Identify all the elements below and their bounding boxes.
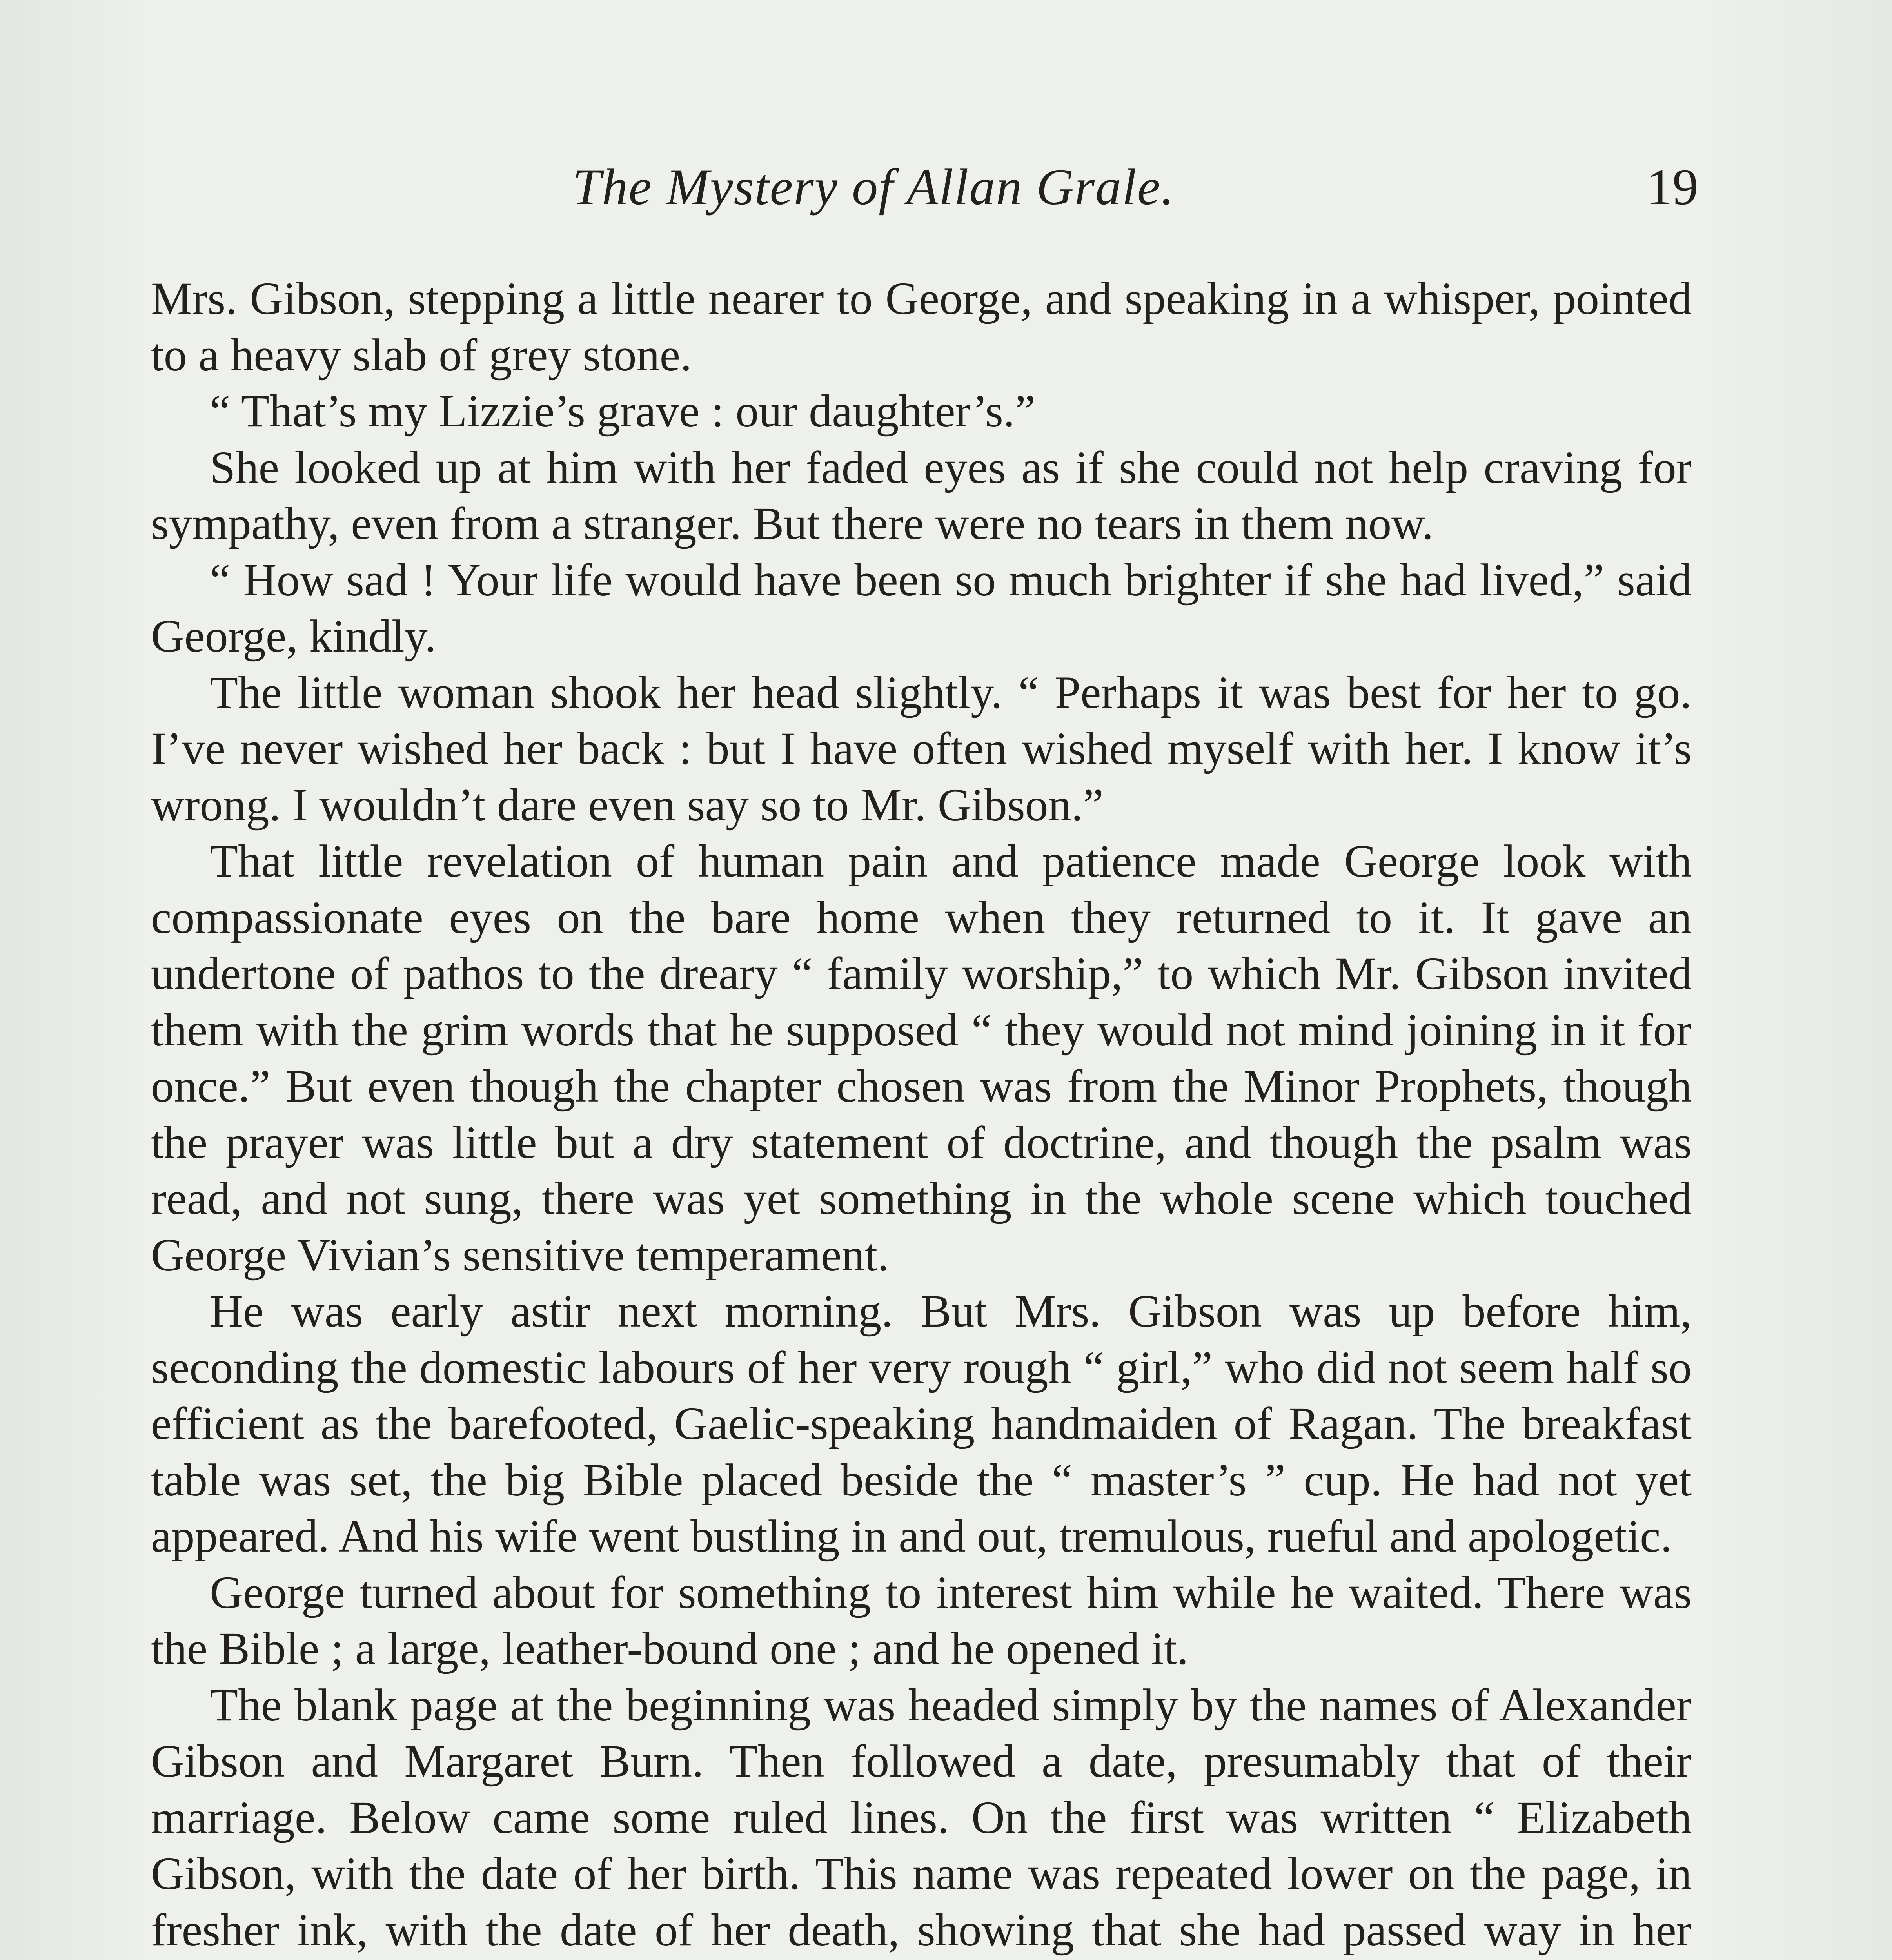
body-text bbox=[151, 270, 1692, 1960]
page-number: 19 bbox=[1647, 158, 1698, 216]
paragraph-9: The blank page at the beginning was headed simply by the names of Alexander Gibson and Margaret Burn. Then followed a date, presumably that of their marriage. Below came some ruled lines. On the first was written “ Elizabeth Gibson, with the date of her birth. This name was repeated lower on the page, in fresher ink, with the date of her death, showing that she had passed way in her bbox=[151, 1679, 1692, 1956]
running-head-title: The Mystery of Allan Grale. bbox=[572, 158, 1175, 216]
paragraph-6: That little revelation of human pain and patience made George look with compassionate eyes on the bare home when they returned to it. It gave an undertone of pathos to the dreary “ family worship,” to which Mr. Gibson invited them with the grim words that he supposed “ they would not mind joining in it for once.” But even though the chapter chosen was from the Minor Prophets, though the prayer was little but a dry statement of doctrine, and though the psalm was read, and not sung, there was yet something in the whole scene which touched George Vivian’s sensitive temperament. bbox=[151, 835, 1692, 1281]
paragraph-1: Mrs. Gibson, stepping a little nearer to George, and speaking in a whisper, pointed to a heavy slab of grey stone. bbox=[151, 273, 1692, 381]
paragraph-4: “ How sad ! Your life would have been so much brighter if she had lived,” said George, kindly. bbox=[151, 554, 1692, 662]
paragraph-8: George turned about for something to interest him while he waited. There was the Bible ; a large, leather-bound one ; and he opened it. bbox=[151, 1566, 1692, 1674]
paragraph-5: The little woman shook her head slightly. “ Perhaps it was best for her to go. I’ve never wished her back : but I have often wished myself with her. I know it’s wrong. I wouldn’t dare even say so to Mr. Gibson.” bbox=[151, 666, 1692, 831]
paragraph-3: She looked up at him with her faded eyes as if she could not help craving for sympathy, even from a stranger. But there were no tears in them now. bbox=[151, 441, 1692, 549]
paragraph-2: “ That’s my Lizzie’s grave : our daughter’s.” bbox=[210, 385, 1035, 437]
paragraph-7: He was early astir next morning. But Mrs. Gibson was up before him, seconding the domestic labours of her very rough “ girl,” who did not seem half so efficient as the barefooted, Gaelic-speaking handmaiden of Ragan. The breakfast table was set, the big Bible placed beside the “ master’s ” cup. He had not yet appeared. And his wife went bustling in and out, tremulous, rueful and apologetic. bbox=[151, 1285, 1692, 1562]
